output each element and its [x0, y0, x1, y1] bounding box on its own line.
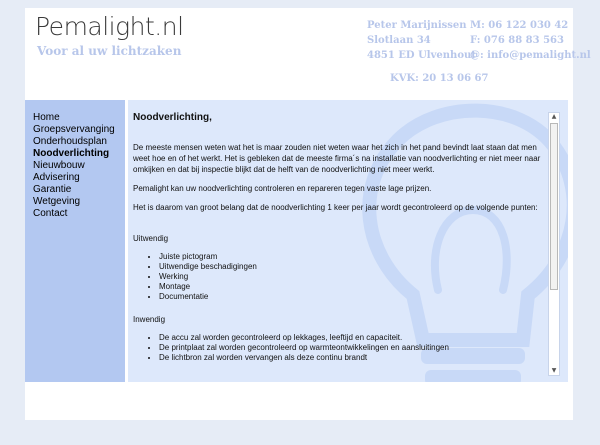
- page-container: [25, 8, 591, 420]
- contact-mobile: M: 06 122 030 42: [470, 20, 569, 31]
- contact-street: Slotlaan 34: [367, 35, 431, 46]
- paragraph-offer: Pemalight kan uw noodverlichting controleren en repareren tegen vaste lage prijzen.: [133, 184, 432, 193]
- site-logo[interactable]: Pemalight.nl: [35, 12, 184, 41]
- contact-address: [367, 18, 476, 63]
- list-uitwendig: [133, 252, 551, 302]
- section-heading-uitwendig: Uitwendig: [133, 234, 169, 243]
- list-item: • Montage: [159, 282, 551, 292]
- content-scrollbar[interactable]: [548, 112, 560, 376]
- scroll-down-arrow-icon[interactable]: ▼: [551, 367, 557, 374]
- nav-item-advisering[interactable]: Advisering: [33, 172, 80, 183]
- contact-email[interactable]: @: info@pemalight.nl: [470, 50, 591, 61]
- article: [133, 112, 551, 371]
- nav-item-contact[interactable]: Contact: [33, 208, 68, 219]
- list-item: • Juiste pictogram: [159, 252, 551, 262]
- list-item: • Werking: [159, 272, 551, 282]
- tagline: Voor al uw lichtzaken: [37, 44, 182, 58]
- contact-name: Peter Marijnissen: [367, 20, 467, 31]
- nav-item-noodverlichting[interactable]: Noodverlichting: [33, 148, 110, 159]
- contact-fax: F: 076 88 83 563: [470, 35, 564, 46]
- scroll-up-arrow-icon[interactable]: ▲: [551, 113, 557, 120]
- content-panel: [128, 100, 568, 382]
- kvk-number: KVK: 20 13 06 67: [390, 73, 489, 84]
- nav-item-onderhoudsplan[interactable]: Onderhoudsplan: [33, 136, 107, 147]
- contact-details: [470, 18, 591, 63]
- list-item: • De printplaat zal worden gecontroleerd op warmteontwikkelingen en aansluitingen: [159, 343, 551, 353]
- list-item: • Documentatie: [159, 292, 551, 302]
- nav-item-wetgeving[interactable]: Wetgeving: [33, 196, 81, 207]
- list-item: • De accu zal worden gecontroleerd op lekkages, leeftijd en capaciteit.: [159, 333, 551, 343]
- section-heading-inwendig: Inwendig: [133, 315, 166, 324]
- list-item: • De lichtbron zal worden vervangen als deze continu brandt: [159, 353, 551, 363]
- paragraph-importance: Het is daarom van groot belang dat de noodverlichting 1 keer per jaar wordt gecontroleerd op de volgende punten:: [133, 203, 538, 212]
- nav-item-groepsvervanging[interactable]: Groepsvervanging: [33, 124, 115, 135]
- nav-item-nieuwbouw[interactable]: Nieuwbouw: [33, 160, 85, 171]
- nav-item-home[interactable]: Home: [33, 112, 60, 123]
- contact-city: 4851 ED Ulvenhout: [367, 50, 476, 61]
- nav-item-garantie[interactable]: Garantie: [33, 184, 72, 195]
- scrollbar-thumb[interactable]: [550, 123, 558, 290]
- nav-menu: [25, 100, 125, 220]
- paragraph-intro: De meeste mensen weten wat het is maar zouden niet weten waar het zich in het pand bevindt laat staan dat men weet hoe en of het werkt. Het is gebleken dat de meeste firma´s na installatie van noodverlichting er niet meer naar omkijken en dat bij inspectie blijkt dat de helft van de noodverlichting niet meer werkt.: [133, 143, 541, 174]
- list-item: • Uitwendige beschadigingen: [159, 262, 551, 272]
- sidebar: [25, 100, 125, 382]
- page-title: Noodverlichting,: [133, 112, 212, 123]
- list-inwendig: [133, 333, 551, 363]
